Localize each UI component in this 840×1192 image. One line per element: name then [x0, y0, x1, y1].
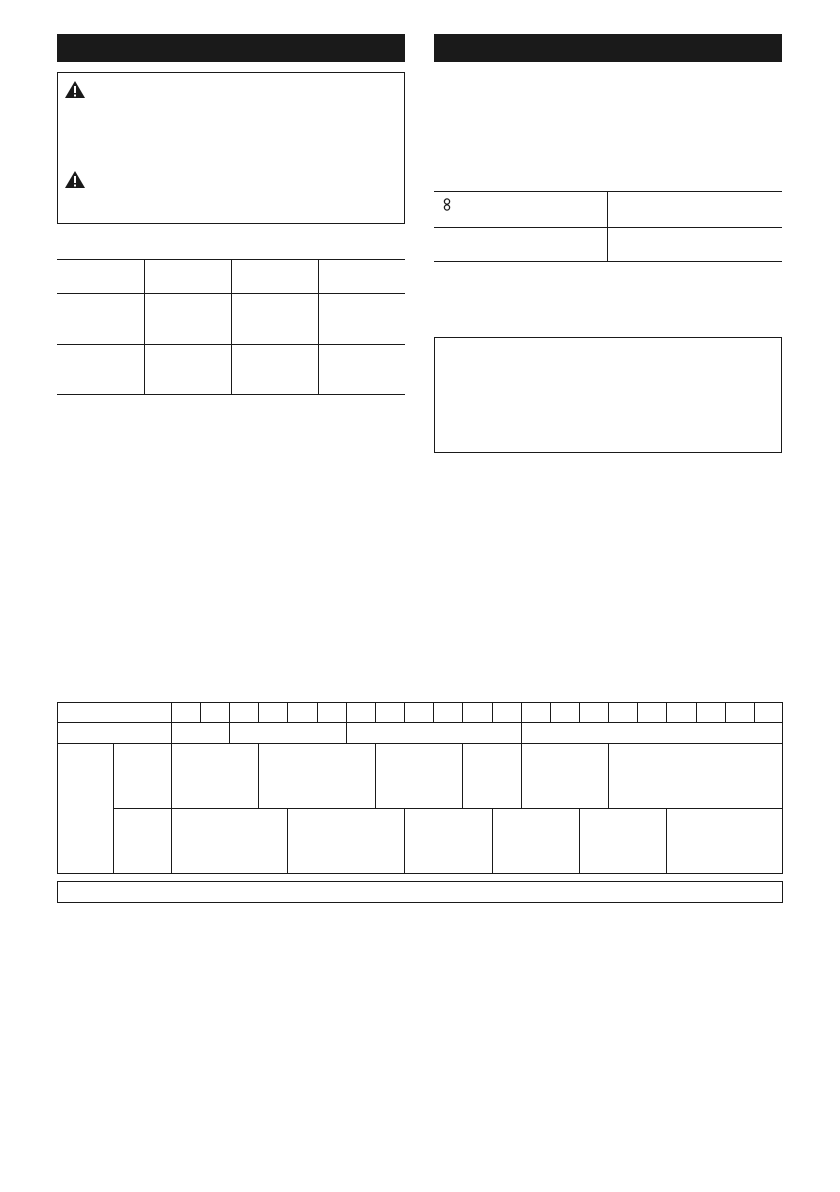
table-rule — [666, 702, 667, 722]
table-rule — [462, 743, 463, 808]
table-rule — [608, 743, 609, 808]
info-table — [434, 191, 782, 263]
table-rule — [550, 702, 551, 722]
table-rule — [113, 808, 783, 809]
table-rule — [375, 702, 376, 722]
table-rule — [637, 702, 638, 722]
table-rule — [725, 702, 726, 722]
table-rule — [434, 261, 782, 262]
table-rule — [258, 743, 259, 808]
left-section-header-bar — [57, 34, 405, 62]
table-rule — [113, 743, 114, 874]
table-rule — [287, 702, 288, 722]
table-rule — [608, 702, 609, 722]
spec-table — [57, 259, 405, 395]
table-rule — [57, 722, 783, 723]
footer-note-box — [57, 881, 783, 903]
right-section-header-bar — [434, 34, 782, 62]
table-rule — [433, 702, 434, 722]
table-rule — [258, 702, 259, 722]
bottom-grid-table — [57, 702, 783, 874]
warning-icon — [64, 80, 86, 99]
key-ring-icon — [443, 198, 451, 212]
warning-icon — [64, 170, 86, 189]
table-rule — [404, 808, 405, 874]
table-rule — [754, 702, 755, 722]
table-rule — [144, 259, 145, 395]
table-rule — [318, 259, 319, 395]
table-rule — [462, 702, 463, 722]
table-rule — [287, 808, 288, 874]
table-rule — [492, 702, 493, 722]
left-warning-notice-box — [57, 72, 405, 224]
table-rule — [57, 702, 58, 874]
table-rule — [579, 702, 580, 722]
table-rule — [57, 702, 783, 703]
table-rule — [346, 702, 347, 743]
table-rule — [521, 702, 522, 743]
table-rule — [666, 808, 667, 874]
table-rule — [521, 743, 522, 808]
table-rule — [696, 702, 697, 722]
table-rule — [607, 191, 608, 262]
table-rule — [782, 702, 783, 874]
table-rule — [492, 808, 493, 874]
table-rule — [57, 743, 783, 744]
note-box — [434, 337, 782, 453]
table-rule — [434, 227, 782, 228]
table-rule — [57, 873, 783, 874]
table-rule — [229, 702, 230, 743]
table-rule — [200, 702, 201, 722]
table-rule — [404, 702, 405, 722]
table-rule — [375, 743, 376, 808]
table-rule — [171, 702, 172, 874]
table-rule — [317, 702, 318, 722]
table-rule — [231, 259, 232, 395]
table-rule — [579, 808, 580, 874]
table-rule — [434, 191, 782, 192]
